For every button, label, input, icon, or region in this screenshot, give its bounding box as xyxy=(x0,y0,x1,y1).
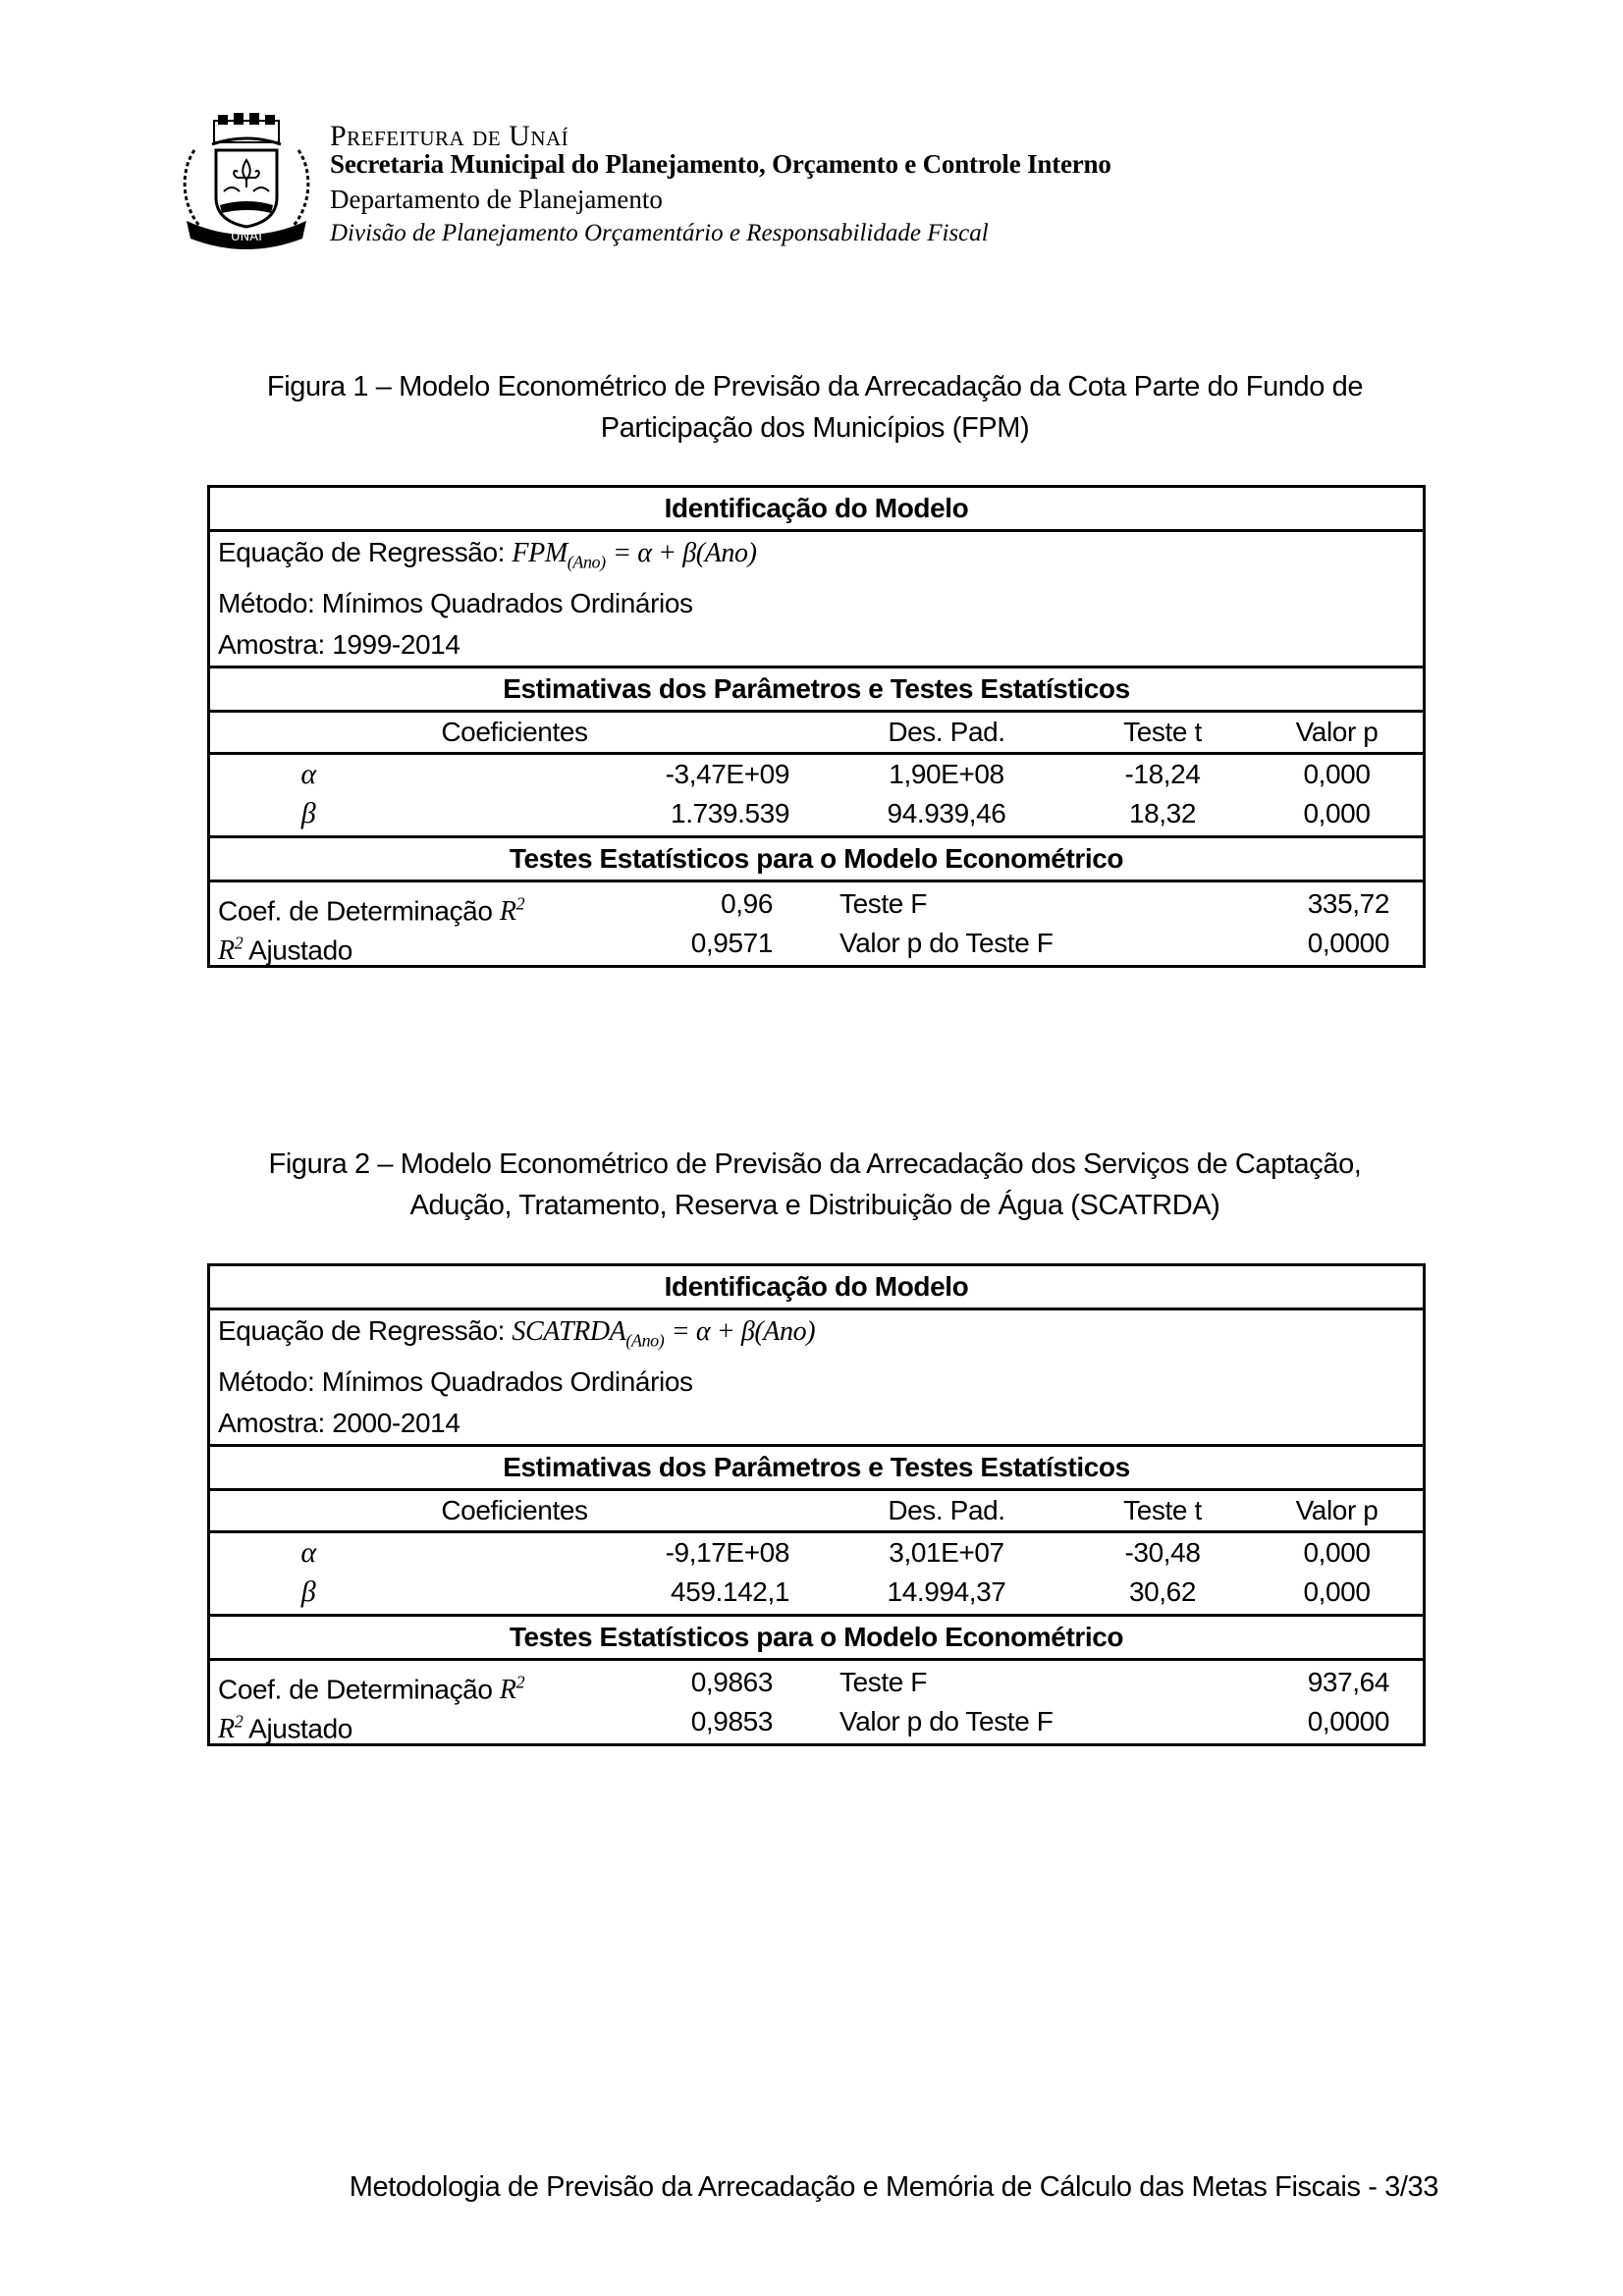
table-row xyxy=(210,1573,1423,1612)
column-header-t-test: Teste t xyxy=(1123,716,1202,747)
logo-text: UNAÍ xyxy=(231,230,262,244)
division-name: Divisão de Planejamento Orçamentário e Responsabilidade Fiscal xyxy=(330,220,989,246)
r2-label xyxy=(210,884,630,927)
t-value: -18,24 xyxy=(1124,758,1201,789)
p-value: 0,000 xyxy=(1303,797,1371,828)
equation-label: Equação de Regressão: xyxy=(218,537,506,567)
column-headers xyxy=(210,713,1423,755)
coefficient-symbol: β xyxy=(300,1575,316,1608)
adjusted-r2-label-text: Ajustado xyxy=(248,1712,352,1743)
r2-symbol: $R^2$ xyxy=(499,893,525,927)
adjusted-r2-label-text: Ajustado xyxy=(248,934,352,965)
tests-block xyxy=(210,882,1423,965)
adjusted-r2-label xyxy=(210,924,630,966)
figure-1-model-table xyxy=(207,485,1426,968)
column-header-std-dev: Des. Pad. xyxy=(888,1494,1005,1525)
secretariat-name: Secretaria Municipal do Planejamento, Orçamento e Controle Interno xyxy=(330,149,1111,179)
regression-equation xyxy=(210,532,1423,583)
table-row xyxy=(210,1702,1423,1744)
identification-block xyxy=(210,1310,1423,1447)
table-row xyxy=(210,924,1423,966)
r2-value: 0,96 xyxy=(721,887,773,919)
t-value: -30,48 xyxy=(1124,1536,1201,1568)
r2-label-text: Coef. de Determinação xyxy=(218,1673,493,1704)
tests-block xyxy=(210,1661,1423,1743)
f-test-value: 335,72 xyxy=(1307,887,1389,919)
std-dev-value: 1,90E+08 xyxy=(889,758,1004,789)
std-dev-value: 14.994,37 xyxy=(887,1575,1006,1607)
coefficient-value: 1.739.539 xyxy=(671,797,789,828)
equation-rhs: = α + β(Ano) xyxy=(671,1316,816,1347)
adjusted-r2-label xyxy=(210,1702,630,1744)
column-header-coefficients: Coeficientes xyxy=(441,716,588,747)
table-row xyxy=(210,884,1423,927)
coefficient-value: 459.142,1 xyxy=(671,1575,789,1607)
table-row xyxy=(210,1663,1423,1705)
coefficients-block xyxy=(210,755,1423,838)
coefficient-value: -9,17E+08 xyxy=(665,1536,789,1568)
coat-of-arms-logo xyxy=(177,111,316,253)
sample-period: Amostra: 2000-2014 xyxy=(218,1407,460,1438)
f-test-value: 937,64 xyxy=(1307,1666,1389,1697)
tests-title: Testes Estatísticos para o Modelo Econométrico xyxy=(210,1617,1423,1661)
sample-period: Amostra: 1999-2014 xyxy=(218,628,460,660)
equation-subscript: (Ano) xyxy=(625,1330,665,1351)
p-value: 0,000 xyxy=(1303,1536,1371,1568)
figure-2-model-table xyxy=(207,1263,1426,1746)
t-value: 18,32 xyxy=(1128,797,1197,828)
estimates-title: Estimativas dos Parâmetros e Testes Estatísticos xyxy=(210,1447,1423,1491)
organization-name: Prefeitura de Unaí xyxy=(330,120,569,152)
column-headers xyxy=(210,1491,1423,1533)
adjusted-r2-value: 0,9853 xyxy=(690,1705,773,1736)
caption-line-1: Figura 1 – Modelo Econométrico de Previsão da Arrecadação da Cota Parte do Fundo de xyxy=(266,371,1364,402)
f-test-p-label: Valor p do Teste F xyxy=(839,1705,1054,1736)
estimation-method: Método: Mínimos Quadrados Ordinários xyxy=(218,1365,693,1397)
table-row xyxy=(210,794,1423,833)
equation-variable: SCATRDA xyxy=(512,1316,626,1347)
r2-value: 0,9863 xyxy=(690,1666,773,1697)
equation-variable: FPM xyxy=(512,538,568,568)
page-footer: Metodologia de Previsão da Arrecadação e Memória de Cálculo das Metas Fiscais - 3/33 xyxy=(349,2171,1438,2203)
identification-title: Identificação do Modelo xyxy=(210,488,1423,532)
f-test-label: Teste F xyxy=(839,1666,928,1697)
column-header-coefficients: Coeficientes xyxy=(441,1494,588,1525)
t-value: 30,62 xyxy=(1128,1575,1197,1607)
column-header-t-test: Teste t xyxy=(1123,1494,1202,1525)
estimation-method: Método: Mínimos Quadrados Ordinários xyxy=(218,587,693,618)
tests-title: Testes Estatísticos para o Modelo Econométrico xyxy=(210,838,1423,882)
r2-symbol: $R^2$ xyxy=(218,1711,243,1744)
r2-label xyxy=(210,1663,630,1705)
f-test-p-value: 0,0000 xyxy=(1307,1705,1389,1736)
column-header-p-value: Valor p xyxy=(1295,1494,1379,1525)
identification-title: Identificação do Modelo xyxy=(210,1266,1423,1310)
equation-subscript: (Ano) xyxy=(567,552,606,572)
std-dev-value: 3,01E+07 xyxy=(889,1536,1004,1568)
equation-rhs: = α + β(Ano) xyxy=(613,538,757,568)
coefficient-symbol: α xyxy=(300,1535,316,1569)
column-header-std-dev: Des. Pad. xyxy=(888,716,1005,747)
equation-label: Equação de Regressão: xyxy=(218,1315,506,1346)
r2-symbol: $R^2$ xyxy=(218,933,243,966)
p-value: 0,000 xyxy=(1303,1575,1371,1607)
p-value: 0,000 xyxy=(1303,758,1371,789)
coefficient-symbol: α xyxy=(300,757,316,790)
caption-line-1: Figura 2 – Modelo Econométrico de Previsão da Arrecadação dos Serviços de Captação, xyxy=(268,1148,1362,1180)
std-dev-value: 94.939,46 xyxy=(887,797,1006,828)
estimates-title: Estimativas dos Parâmetros e Testes Estatísticos xyxy=(210,668,1423,713)
coefficient-value: -3,47E+09 xyxy=(665,758,789,789)
r2-label-text: Coef. de Determinação xyxy=(218,894,493,926)
caption-line-2: Adução, Tratamento, Reserva e Distribuição de Água (SCATRDA) xyxy=(409,1190,1220,1221)
f-test-p-label: Valor p do Teste F xyxy=(839,927,1054,958)
adjusted-r2-value: 0,9571 xyxy=(690,927,773,958)
regression-equation xyxy=(210,1310,1423,1362)
caption-line-2: Participação dos Municípios (FPM) xyxy=(600,412,1030,444)
r2-symbol: $R^2$ xyxy=(499,1672,525,1705)
identification-block xyxy=(210,532,1423,668)
figure-2-caption xyxy=(177,1144,1453,1226)
coefficients-block xyxy=(210,1533,1423,1617)
table-row xyxy=(210,755,1423,794)
figure-1-caption xyxy=(177,366,1453,449)
f-test-label: Teste F xyxy=(839,887,928,919)
f-test-p-value: 0,0000 xyxy=(1307,927,1389,958)
table-row xyxy=(210,1533,1423,1573)
column-header-p-value: Valor p xyxy=(1295,716,1379,747)
department-name: Departamento de Planejamento xyxy=(330,185,663,214)
coefficient-symbol: β xyxy=(300,796,316,829)
